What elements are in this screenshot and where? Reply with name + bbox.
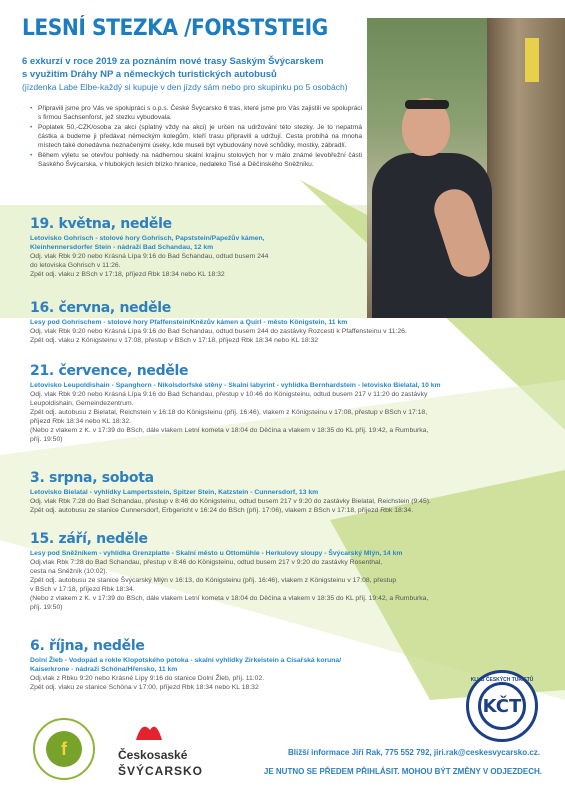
event-detail-line: Odj.vlak z Rbku 9:20 nebo Krásné Lípy 9:16 do stanice Dolní Žleb, příj. 11:02. <box>30 675 265 682</box>
intro-bullets <box>30 104 362 170</box>
cs-logo-mark-icon <box>134 718 164 744</box>
event-route-line: Kaiserkrone - nádraží Schöna/Hřensko, 11 km <box>30 666 178 673</box>
event-6 <box>30 638 450 692</box>
event-detail-line: cesta na Sněžník (10:02). <box>30 568 108 575</box>
event-detail-line: Zpět odj. vlaku z BSch v 17:18, příjezd Rbk 18:34 nebo KL 18:32 <box>30 271 225 278</box>
event-detail-line: (Nebo z vlakem z K. v 17:39 do BSch, dále vlakem Letní kometa v 18:04 do Děčína a vlakem v 18:35 do KL příj. 19:42, a Rumburka, <box>30 427 429 434</box>
event-4 <box>30 470 540 515</box>
event-1 <box>30 216 360 279</box>
kct-ring-text: KLUB ČESKÝCH TURISTŮ <box>470 677 534 683</box>
event-detail-line: v BSch v 17:18, příjezd Rbk 18:34. <box>30 586 135 593</box>
event-route-line: Dolní Žleb - Vodopád a rokle Klopotského potoka - skalní vyhlídky Zirkelstein a Císařská koruna/ <box>30 657 342 664</box>
event-heading: 15. září, neděle <box>30 531 148 547</box>
event-route-line: Letovisko Bielatal - vyhlídky Lampertsstein, Spitzer Stein, Katzstein - Cunnersdorf, 13 km <box>30 489 319 496</box>
event-detail-line: Zpět odj. autobusu z Bielatal, Reichstein v 16:18 do Königsteinu (příj. 16:46), vlakem z Königsteinu v 17:08, přestup v BSch v 17:18, <box>30 409 428 416</box>
kct-mark: KČT <box>478 682 526 730</box>
cs-logo-line-2: ŠVÝCARSKO <box>118 764 204 778</box>
event-2 <box>30 300 540 345</box>
event-detail-line: Odj. vlak Rbk 7:28 do Bad Schandau, přestup v 8:46 do Königsteinu, odtud busem 217 v 9:20 do zastávky Bielatal, Reichstein (9:45). <box>30 498 431 505</box>
event-heading: 3. srpna, sobota <box>30 470 154 486</box>
event-route-line: Lesy pod Sněžníkem - vyhlídka Grenzplatte - Skalní město u Ottomühle - Herkulovy sloupy - Švýcarský Mlýn, 14 km <box>30 550 403 557</box>
registration-warning: JE NUTNO SE PŘEDEM PŘIHLÁSIT. MOHOU BÝT ZMĚNY V ODJEZDECH. <box>263 767 542 776</box>
event-heading: 6. října, neděle <box>30 638 145 654</box>
event-detail-line: do letoviska Gohrisch v 11:26. <box>30 262 121 269</box>
subtitle-note: (jízdenka Labe Elbe-každý si kupuje v den jízdy sám nebo pro skupinku po 5 osobách) <box>22 82 348 92</box>
event-route-line: Kleinhennersdorfer Stein - nádraží Bad Schandau, 12 km <box>30 244 214 251</box>
event-detail-line: Leupoldishain, Gemeindezentrum. <box>30 400 134 407</box>
subtitle-line-2: s využitím Dráhy NP a německých turistických autobusů <box>22 68 277 80</box>
event-detail-line: Odj. vlak Rbk 9:20 nebo Krásná Lípa 9:16 do Bad Schandau, přestup v 10:46 do Königsteinu, odtud busem 217 v 11:20 do zastávky <box>30 391 428 398</box>
event-5 <box>30 531 540 612</box>
bullet-item: • Během výletu se otevřou pohledy na nádhernou skalní krajinu stolových hor v málo známé levobřežní části Saského Švýcarska, v hlubokých lesích blízko hranice, nedaleko Tisé a Děčínského Sněžníku. <box>30 151 362 169</box>
event-heading: 16. června, neděle <box>30 300 171 316</box>
event-detail-line: Zpět odj. autobusu ze stanice Cunnersdorf, Erbgericht v 16:24 do BSch (příj. 17:06), vlakem z BSch v 17:18, příjezd Rbk 18:34. <box>30 507 414 514</box>
event-route-line: Letovisko Gohrisch - stolové hory Gohrisch, Papststein/Papežův kámen, <box>30 235 265 242</box>
bullet-item: • Poplatek 50,-CZK/osoba za akci (splatný vždy na akci) je určen na udržování této stezky. Je to nepatrná částka a budeme ji předávat německým kolegům, kteří trasu připravili a udržují. Cesta probíhá na mnoha místech také donedávna neznačenými úseky, kde museli být vybudovány nové schůdky, mostky, zábradlí. <box>30 123 362 150</box>
event-detail-line: příj. 19:50) <box>30 436 63 443</box>
kct-logo <box>466 670 538 742</box>
event-detail-line: Odj. vlak Rbk 9:20 nebo Krásná Lípa 9:16 do Bad Schandau, odtud busem 244 <box>30 253 269 260</box>
event-heading: 21. července, neděle <box>30 363 189 379</box>
page-title: LESNÍ STEZKA /FORSTSTEIG <box>22 16 328 41</box>
event-route-line: Lesy pod Gohrischem - stolové hory Pfaffenstein/Knězův kámen a Quirl - město Königstein, 11 km <box>30 319 348 326</box>
event-3 <box>30 363 540 444</box>
contact-info: Bližší informace Jiří Rak, 775 552 792, jiri.rak@ceskesvycarsko.cz. <box>288 748 540 757</box>
event-detail-line: (Nebo z vlakem z K. v 17:39 do BSch, dále vlakem Letní kometa v 18:04 do Děčína a vlakem v 18:35 do KL příj. 19:42, a Rumburka, <box>30 595 429 602</box>
event-detail-line: Odj. vlak Rbk 9:20 nebo Krásná Lípa 9:16 do Bad Schandau, odtud busem 244 do zastávky Rozcestí k Pfaffensteinu v 11:26. <box>30 328 407 335</box>
event-detail-line: Odj.vlak Rbk 7:28 do Bad Schandau, přestup v 8:46 do Königsteinu, odtud busem 217 v 9:20 do zastávky Rosenthal, <box>30 559 383 566</box>
event-detail-line: příjezd Rbk 18:34 nebo KL 18:32. <box>30 418 132 425</box>
event-detail-line: Zpět odj. vlaku z Königsteinu v 17:08, přestup v BSch v 17:18, příjezd Rbk 18:34 nebo KL 18:32 <box>30 337 319 344</box>
cs-logo-line-1: Českosaské <box>118 748 188 762</box>
event-detail-line: Zpět odj. vlaku ze stanice Schöna v 17:00, příjezd Rbk 18:34 nebo KL 18:32 <box>30 684 259 691</box>
ceskosaske-svycarsko-logo <box>118 718 208 788</box>
event-route-line: Letovisko Leupoldishain - Spanghorn - Nikolsdorfské stěny - Skalní labyrint - vyhlídka Bernhardstein - letovisko Bielatal, 10 km <box>30 382 441 389</box>
event-heading: 19. května, neděle <box>30 216 172 232</box>
event-detail-line: Zpět odj. autobusu ze stanice Švýcarský Mlýn v 16:13, do Königsteinu (příj. 16:46), vlakem z Königsteinu v 17:08, přestup <box>30 577 397 584</box>
subtitle-line-1: 6 exkurzí v roce 2019 za poznáním nové trasy Saským Švýcarskem <box>22 56 324 67</box>
cs-logo-red-shape <box>136 727 162 740</box>
event-detail-line: příj. 19:50) <box>30 604 63 611</box>
bullet-item: • Připravili jsme pro Vás ve spolupráci s o.p.s. České Švýcarsko 6 tras, které jsme pro Vás zajistili ve spolupráci s firmou Sachsenforst, jež stezku vybudovala. <box>30 104 362 122</box>
forststeig-logo <box>33 718 95 780</box>
forststeig-mark: f <box>46 731 82 767</box>
subtitle-block <box>22 56 367 94</box>
